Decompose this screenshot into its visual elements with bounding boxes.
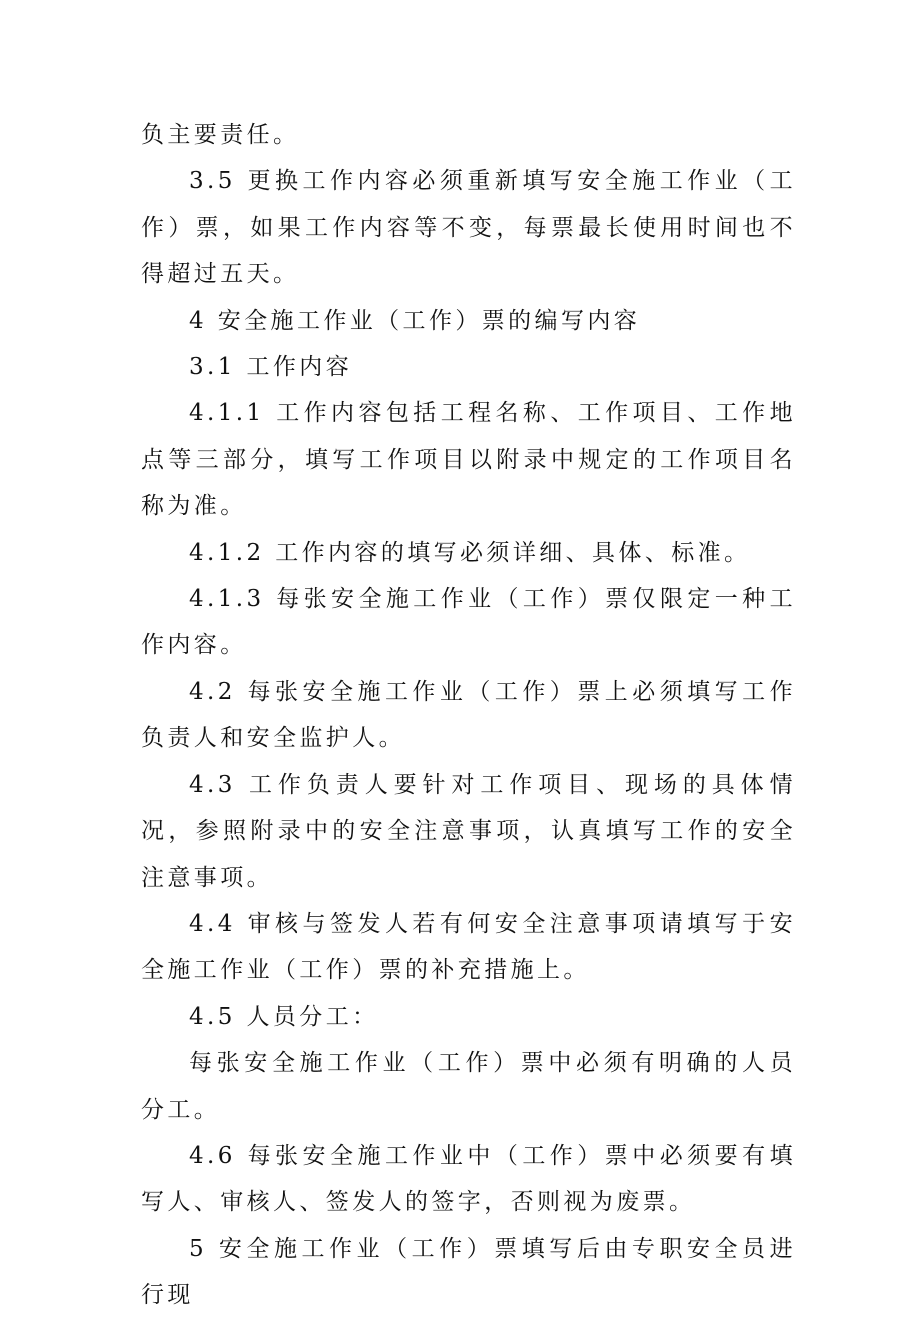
document-body <box>141 112 796 1319</box>
paragraph-8: 4.2 每张安全施工作业（工作）票上必须填写工作负责人和安全监护人。 <box>141 678 796 752</box>
paragraph-13: 4.6 每张安全施工作业中（工作）票中必须要有填写人、审核人、签发人的签字，否则视为废票。 <box>141 1142 796 1216</box>
paragraph-5: 4.1.1 工作内容包括工程名称、工作项目、工作地点等三部分，填写工作项目以附录中规定的工作项目名称为准。 <box>141 400 796 520</box>
paragraph-4: 3.1 工作内容 <box>189 354 353 381</box>
paragraph-3: 4 安全施工作业（工作）票的编写内容 <box>189 307 641 334</box>
paragraph-1: 负主要责任。 <box>141 122 300 148</box>
paragraph-7: 4.1.3 每张安全施工作业（工作）票仅限定一种工作内容。 <box>141 586 796 659</box>
paragraph-2: 3.5 更换工作内容必须重新填写安全施工作业（工作）票，如果工作内容等不变，每票最长使用时间也不得超过五天。 <box>141 168 796 288</box>
paragraph-12: 每张安全施工作业（工作）票中必须有明确的人员分工。 <box>141 1050 796 1123</box>
paragraph-11: 4.5 人员分工： <box>189 1003 379 1030</box>
paragraph-14: 5 安全施工作业（工作）票填写后由专职安全员进行现 <box>141 1235 796 1309</box>
paragraph-6: 4.1.2 工作内容的填写必须详细、具体、标准。 <box>189 539 751 566</box>
paragraph-10: 4.4 审核与签发人若有何安全注意事项请填写于安全施工作业（工作）票的补充措施上。 <box>141 910 796 984</box>
paragraph-9: 4.3 工作负责人要针对工作项目、现场的具体情况，参照附录中的安全注意事项，认真填写工作的安全注意事项。 <box>141 771 796 891</box>
